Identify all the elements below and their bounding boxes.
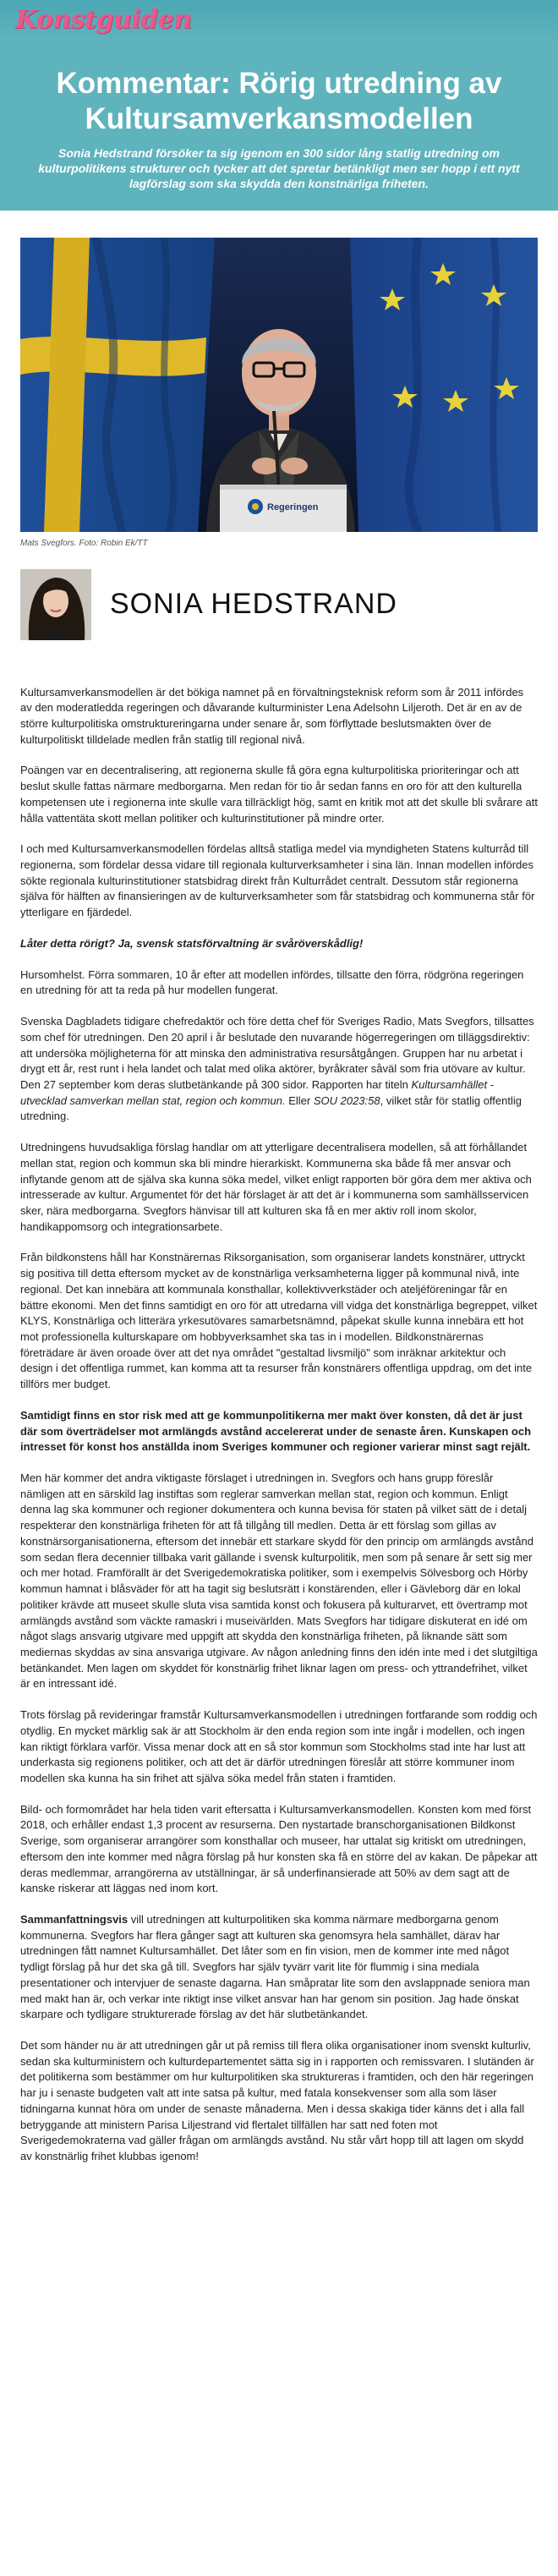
article-body: [0, 641, 558, 2165]
text-run: Svenska Dagbladets tidigare chefredaktör och före detta chef för Sveriges Radio, Mats Svegfors, tillsattes som chef för utredningen. Den 20 april i år beslutade den nuvarande högerregeringen om tilläggsdirektiv: att undersöka möjligheterna för att minska den administrativa resursåtgången. Gruppen har nu arbetat i drygt ett år, rest runt i hela landet och talat med olika aktörer, byråkrater såväl som fria utövare av kultur. Den 27 september kom deras slutbetänkande på 300 sidor. Rapporten har titeln: [20, 1015, 534, 1091]
article-lede: Sonia Hedstrand försöker ta sig igenom en 300 sidor lång statlig utredning om kulturpolitikens strukturer och tycker att det spretar betänkligt men ser hopp i ett nytt lagförslag som ska skydda den konstnärliga friheten.: [38, 146, 520, 191]
logo-bar: [0, 0, 558, 41]
author-portrait-icon: [20, 569, 91, 640]
press-conference-illustration: [20, 238, 538, 532]
paragraph: Kultursamverkansmodellen är det bökiga namnet på en förvaltningsteknisk reform som år 2011 infördes av den moderatledda regeringen och dåvarande kulturminister Lena Adelsohn Liljeroth. Det är en av de större kulturpolitiska omstruktureringarna under senare år, som förflyttade beslutsmakten över de kulturpolitiskt tilldelade medlen från statlig till regional nivå.: [20, 685, 524, 746]
report-id: SOU 2023:58: [313, 1093, 380, 1107]
paragraph: Bild- och formområdet har hela tiden varit eftersatta i Kultursamverkansmodellen. Konsten kom med först 2018, och erhåller endast 1,3 procent av resurserna. Den nystartade branschorganisationen Bildkonst Sverige, som organiserar arrangörer som konsthallar och museer, har uttalat sig kritiskt om utredningen, eftersom den inte kommer med några förslag på hur konsten ska få en större del av kakan. De påpekar att deras medlemmar, arrangörerna av utställningar, är så underfinansierade att 50% av dem sagt att de kanske riskerar att läggas ned inom kort.: [20, 1802, 538, 1895]
paragraph: Det som händer nu är att utredningen går ut på remiss till flera olika organisationer inom svenskt kulturliv, sedan ska kulturministern och kulturdepartementet sätta sig in i rapporten och remissvaren. I slutänden är det politikerna som bestämmer om hur kulturpolitiken ska struktureras i framtiden, och den här regeringen har ju i senaste budgeten valt att inte satsa på kultur, med fatala konsekvenser som alla som läser tidningarna kunnat höra om under de senaste månaderna. Men i dessa skakiga tider känns det i alla fall betryggande att ministern Parisa Liljestrand vid flertalet tillfällen har satt ned foten mot Sverigedemokraterna vad gäller frågan om armlängds avstånd. Nu står vårt hopp till att lagen om skydd av konstnärlig frihet klubbas igenom!: [20, 2039, 534, 2163]
article-title: Kommentar: Rörig utredning av Kultursamverkansmodellen: [56, 67, 502, 135]
pull-question: Låter detta rörigt? Ja, svensk statsförvaltning är svåröverskådlig!: [20, 936, 364, 950]
article-photo: [20, 238, 538, 532]
author-avatar: [20, 569, 91, 640]
paragraph: [20, 1014, 538, 1125]
highlight-paragraph: Samtidigt finns en stor risk med att ge kommunpolitikerna mer makt över konsten, då det är just där som överträdelser mot armlängds avstånd accelererat under de senaste åren. Kunskapen och intresset för konst hos anställda inom Sveriges kommuner och regioner varierar minst sagt rejält.: [20, 1408, 532, 1454]
paragraph: Hursomhelst. Förra sommaren, 10 år efter att modellen infördes, tillsatte den förra, rödgröna regeringen en utredning för att ta reda på hur modellen fungerat.: [20, 967, 524, 997]
author-name[interactable]: SONIA HEDSTRAND: [110, 588, 397, 621]
text-run: vill utredningen att kulturpolitiken ska komma närmare medborgarna genom kommunerna. Svegfors har flera gånger sagt att kulturen ska genomsyra hela samhället, därav har utredningen fått namnet Kultursamhället. Det låter som en fin vision, men de kommer inte med något tydligt förslag på hur det ska gå till. Svegfors har själv tyvärr varit lite för flummig i sina mediala presentationer och intervjuer de senaste dagarna. Han småpratar lite som den avslappnade seniora man med makt han är, och verkar inte riktigt inse vilket ansvar han har genom sin position. Jag hade önskat skarpare och tydligare strukturerade förslag av det här slutbetänkandet.: [20, 1913, 530, 2021]
text-run: , vilket står för statlig offentlig utredning.: [20, 1093, 522, 1123]
paragraph: [20, 1912, 538, 2023]
paragraph: Trots förslag på revideringar framstår Kultursamverkansmodellen i utredningen fortfarande som roddig och otydlig. En mycket märklig sak är att Stockholm är den enda region som inte ingår i modellen, och ingen kan riktigt förklara varför. Vissa menar dock att en så stor kommun som Stockholms stad inte har lust att underkasta sig regionens politiker, och att det är därför utredningen föreslår att större kommuner inom modellen ska kunna ha sin frihet att själva söka medel från staten i framtiden.: [20, 1708, 538, 1784]
report-title: Kultursamhället - utvecklad samverkan mellan stat, region och kommun.: [20, 1077, 495, 1107]
paragraph: I och med Kultursamverkansmodellen fördelas alltså statliga medel via myndigheten Statens kulturråd till regionerna, som fördelar dessa vidare till regionala kulturverksamheter i sina län. Innan modellen infördes sökte regionala kulturinstitutioner statsbidrag direkt från Kulturrådet centralt. Dessutom står regionerna själva för hälften av finansieringen av de kulturverksamheter som får statsbidrag och kommunerna står för ytterligare en fjärdedel.: [20, 842, 535, 919]
paragraph: Utredningens huvudsakliga förslag handlar om att ytterligare decentralisera modellen, så att förhållandet mellan stat, region och kommun ska bli mindre hierarkiskt. Kommunerna ska både få mer ansvar och inflytande genom att de själva ska kunna söka medel, vilket enligt rapporten bör göra dem mer aktiva och intresserade av kultur. Argumentet för det här förslaget är att det är i kommunerna som samhällsservicen sker, nära medborgarna. Svegfors hänvisar till att kulturen ska få en mer aktiv roll inom skolor, handikappomsorg och integrationsarbete.: [20, 1141, 532, 1233]
podium-label: Regeringen: [267, 501, 319, 512]
site-logo[interactable]: Konstguiden: [15, 5, 192, 35]
photo-caption: Mats Svegfors. Foto: Robin Ek/TT: [20, 538, 148, 548]
photo-section: [0, 211, 558, 548]
paragraph: Poängen var en decentralisering, att regionerna skulle få göra egna kulturpolitiska prioriteringar och att beslut skulle fattas närmare medborgarna. Men redan för tio år sedan fanns en oro för att den kulturella kompetensen ute i regionerna inte skulle vara tillräckligt hög, samt en kritik mot att det skulle bli svårare att hålla vattentäta skott mellan politiker och kulturinstitutioner på mindre orter.: [20, 764, 539, 825]
paragraph: Från bildkonstens håll har Konstnärernas Riksorganisation, som organiserar landets konstnärer, uttryckt sig positiva till detta eftersom mycket av de konstnärliga verksamheterna ligger på kommunal nivå, inte regional. Det kan innebära att kommunala konsthallar, kollektivverkstäder och ateljéföreningar får en bättre ekonomi. Men det finns samtidigt en oro för att utredarna vill vidga det konstnärliga begreppet, vilket KLYS, Konstnärliga och litterära yrkesutövares samarbetsnämnd, påpekat skulle kunna innebära ett hot mot professionella kulturskapare om hobbyverksamhet ska tas in i modellen. Bildkonstnärernas företrädare är även oroade över att det nya området "gestaltad livsmiljö" som inräknar arkitektur och design i det offentliga rummet, kan komma att ta resurser från konstnärers offentliga uppdrag, om det inte tillförs mer budget.: [20, 1251, 538, 1391]
site-header: [0, 0, 558, 211]
text-run: Eller: [285, 1093, 314, 1107]
paragraph: Men här kommer det andra viktigaste förslaget i utredningen in. Svegfors och hans grupp föreslår nämligen att en särskild lag instiftas som reglerar samverkan mellan stat, region och kommun. Enligt denna lag ska kommuner och regioner dokumentera och kunna bevisa för staten på vilket sätt de i detalj respekterar den konstnärliga friheten för att få tillgång till medlen. Detta är ett förslag som gillas av konstnärsorganisationerna, eftersom det innebär ett starkare skydd för den princip om armlängds avstånd som sedan flera decennier tillbaka varit gällande i svensk kulturpolitik, men som på senare år sett sig mer och mer hotad. Framförallt är det Sverigedemokratiska politiker, som i exempelvis Sölvesborg och Hörby kommun hamnat i blåsväder för att ha tagit sig beslutsrätt i konstärenden, eller i Gävleborg där en lokal politiker krävde att museet skulle sluta visa samtida konst och fokusera på kulturarvet, ett övertramp mot armlängds avstånd som väckte ramaskri i museivärlden. Mats Svegfors har tidigare diskuterat en idé om något slags ansvarig utgivare med uppgift att skydda den konstnärliga friheten, på liknande sätt som mediernas skyddas av sina ansvariga utgivare. Av någon anledning finns den idén inte med i det slutgiltiga betänkandet. Men lagen om skyddet för konstnärlig frihet liknar lagen om press- och yttrandefrihet, vilket är en intressant idé.: [20, 1472, 538, 1691]
lead-word: Sammanfattningsvis: [20, 1913, 129, 1926]
author-byline: [0, 548, 558, 641]
